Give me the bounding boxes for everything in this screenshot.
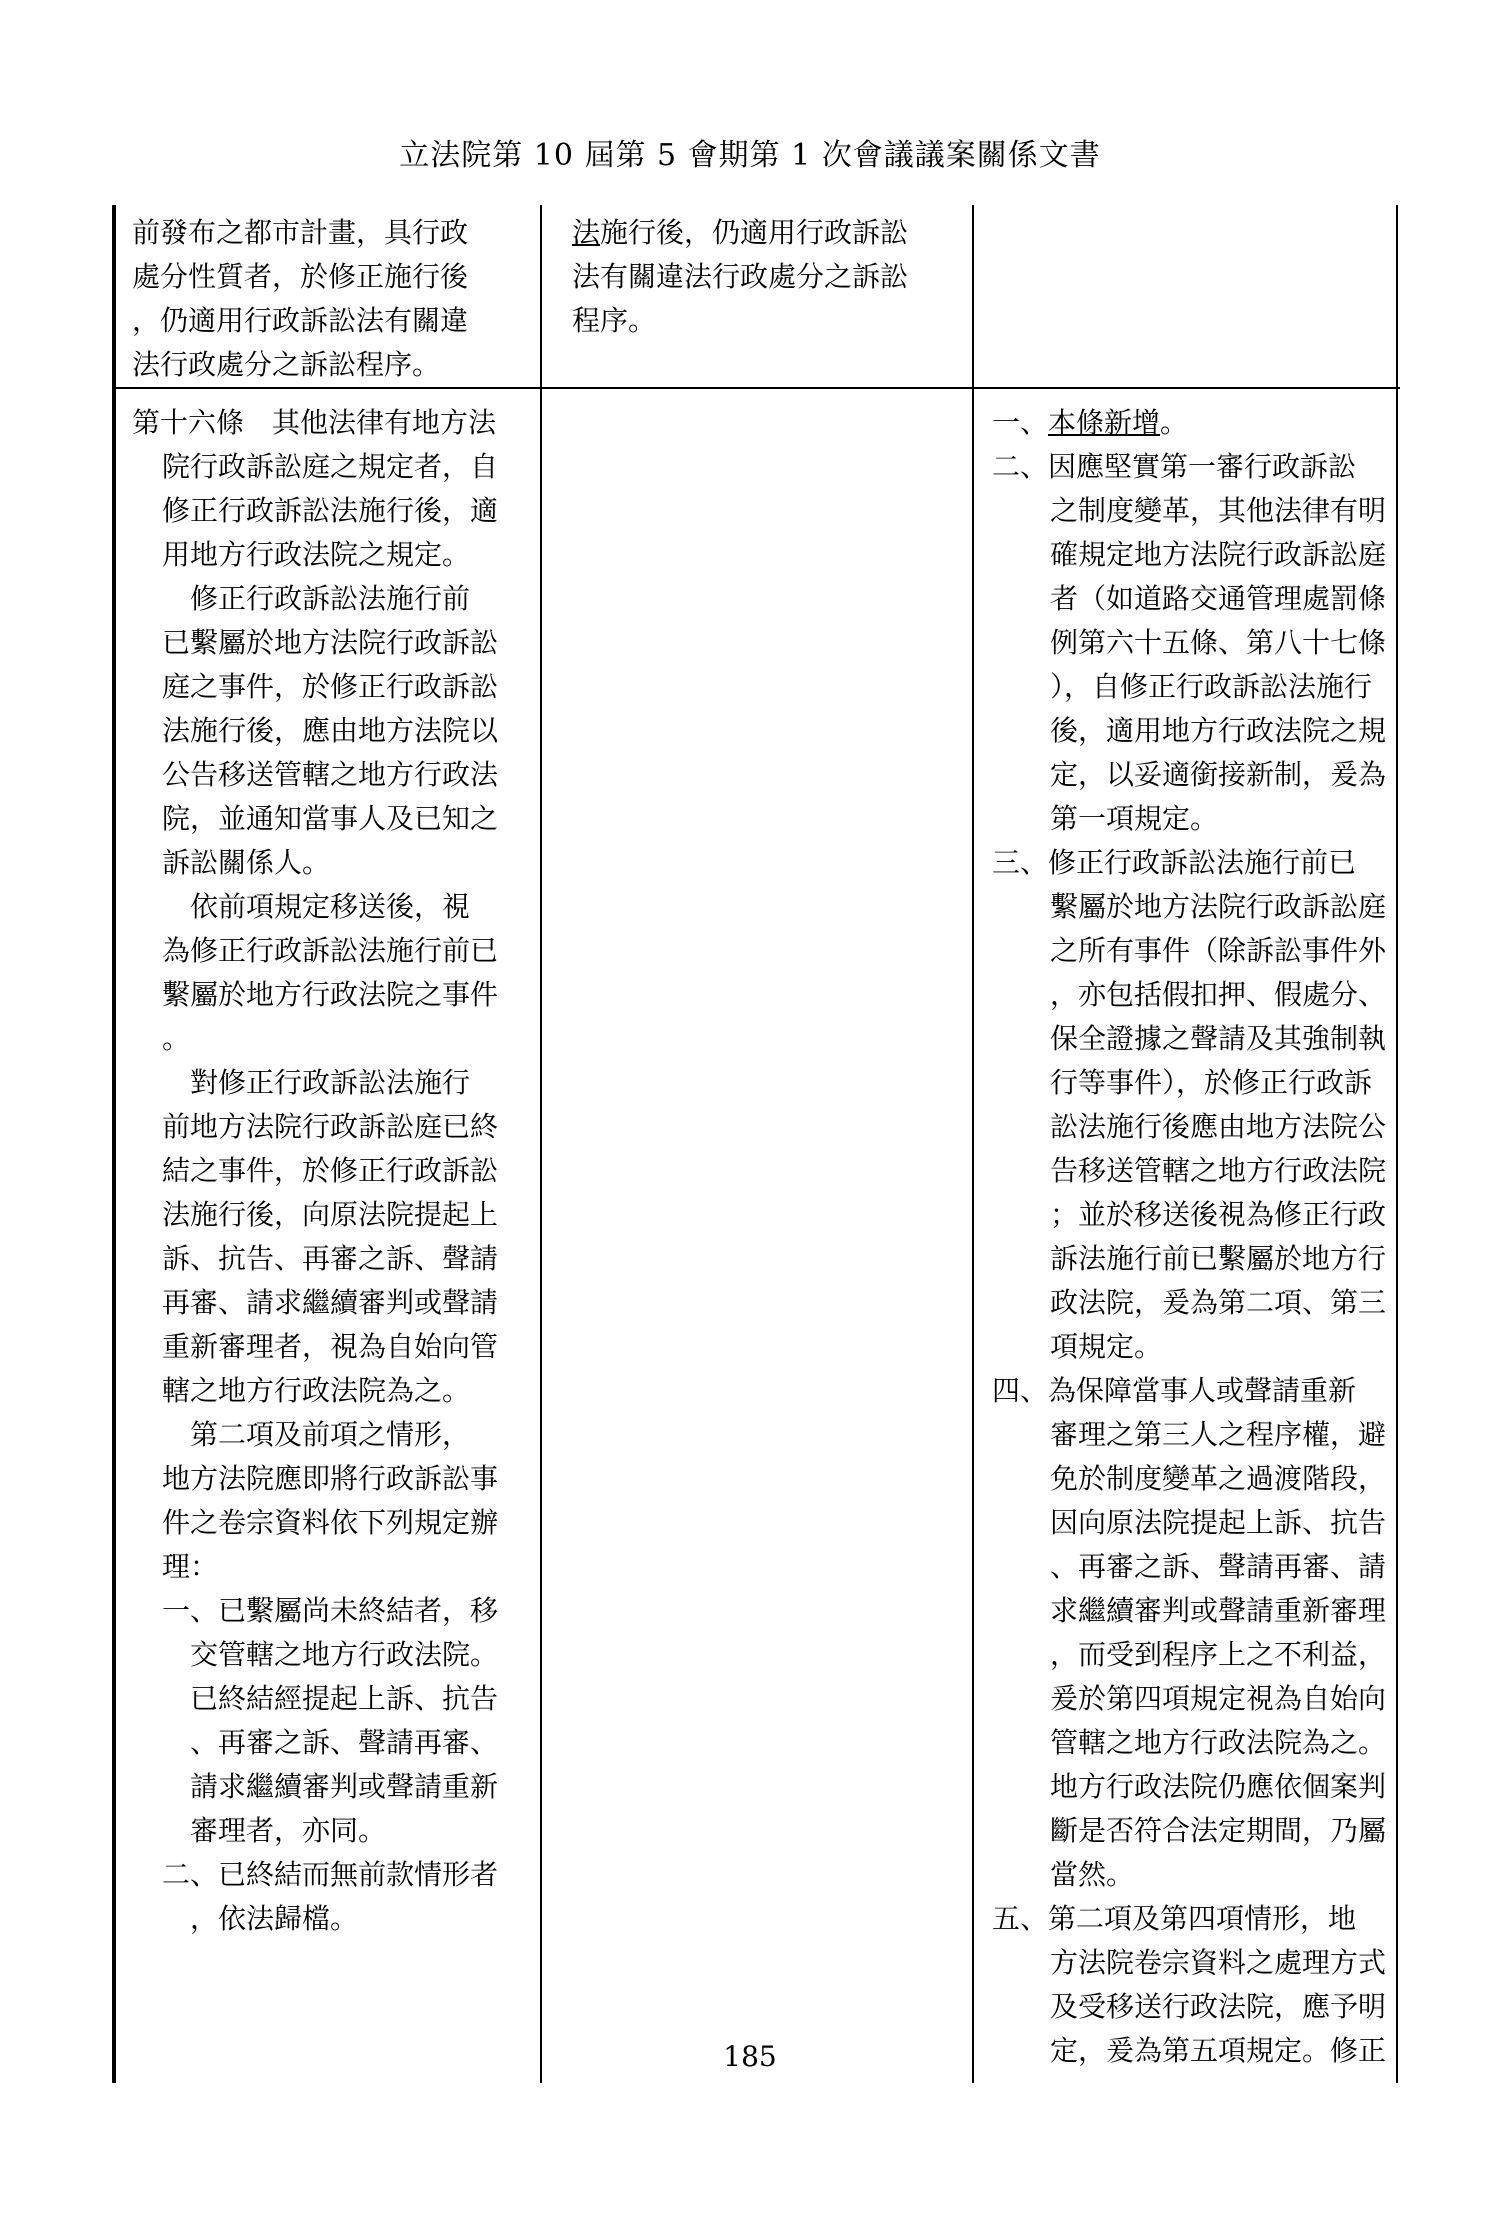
text-line: 審理者，亦同。 <box>190 1814 387 1847</box>
text-line: 修正行政訴訟法施行前 <box>190 582 471 615</box>
text-line: 已終結經提起上訴、抗告 <box>190 1682 499 1715</box>
text-line: 院，並通知當事人及已知之 <box>162 802 499 835</box>
left-border <box>112 205 116 2083</box>
text-line: 斷是否符合法定期間，乃屬 <box>1050 1814 1387 1847</box>
article-title-line: 第十六條 其他法律有地方法 <box>132 406 497 439</box>
text-line: 求繼續審判或聲請重新審理 <box>1050 1594 1387 1627</box>
text-line: 地方法院應即將行政訴訟事 <box>162 1462 499 1495</box>
top-row-current-text <box>572 211 972 343</box>
text-line: 後，適用地方行政法院之規 <box>1050 714 1387 747</box>
text-line: 爰於第四項規定視為自始向 <box>1050 1682 1387 1715</box>
text-line: 告移送管轄之地方行政法院 <box>1050 1154 1387 1187</box>
text-line: 程序。 <box>572 304 657 337</box>
text-line: 轄之地方行政法院為之。 <box>162 1374 471 1407</box>
text-line: 四、為保障當事人或聲請重新 <box>992 1374 1357 1407</box>
text-fragment: 一、 <box>992 406 1049 439</box>
text-line: 三、修正行政訴訟法施行前已 <box>992 846 1357 879</box>
text-line: 保全證據之聲請及其強制執 <box>1050 1022 1387 1055</box>
text-line: 二、因應堅實第一審行政訴訟 <box>992 450 1357 483</box>
text-line: ；並於移送後視為修正行政 <box>1050 1198 1387 1231</box>
text-line: 第二項及前項之情形， <box>190 1418 471 1451</box>
text-line: 政法院，爰為第二項、第三 <box>1050 1286 1387 1319</box>
text-line: 件之卷宗資料依下列規定辦 <box>162 1506 499 1539</box>
text-line <box>992 401 1392 445</box>
text-fragment: 施行後，仍適用行政訴訟 <box>600 216 909 249</box>
text-fragment: 。 <box>1160 406 1189 439</box>
text-line: 當然。 <box>1050 1858 1135 1891</box>
text-line: 用地方行政法院之規定。 <box>162 538 471 571</box>
text-line: 法行政處分之訴訟程序。 <box>132 348 441 381</box>
text-line: 法施行後，向原法院提起上 <box>162 1198 499 1231</box>
text-line: 前地方法院行政訴訟庭已終 <box>162 1110 499 1143</box>
text-line: 、再審之訴、聲請再審、 <box>190 1726 499 1759</box>
text-line: 及受移送行政法院，應予明 <box>1050 1990 1387 2023</box>
text-line: 修正行政訴訟法施行後，適 <box>162 494 499 527</box>
text-line: 管轄之地方行政法院為之。 <box>1050 1726 1387 1759</box>
text-line: 繫屬於地方行政法院之事件 <box>162 978 499 1011</box>
text-line: 前發布之都市計畫，具行政 <box>132 216 469 249</box>
text-line: 免於制度變革之過渡階段， <box>1050 1462 1387 1495</box>
text-line: 法有關違法行政處分之訴訟 <box>572 260 909 293</box>
text-line: 訴訟關係人。 <box>162 846 331 879</box>
text-line: 一、已繫屬尚未終結者，移 <box>162 1594 499 1627</box>
text-line: 地方行政法院仍應依個案判 <box>1050 1770 1387 1803</box>
comparison-table <box>112 205 1400 2083</box>
text-line: 方法院卷宗資料之處理方式 <box>1050 1946 1387 1979</box>
text-line: 五、第二項及第四項情形，地 <box>992 1902 1357 1935</box>
text-line: 依前項規定移送後，視 <box>190 890 471 923</box>
text-line: 訴、抗告、再審之訴、聲請 <box>162 1242 499 1275</box>
row-divider <box>112 387 1400 389</box>
text-line: 。 <box>162 1022 191 1055</box>
text-line: 審理之第三人之程序權，避 <box>1050 1418 1387 1451</box>
text-line: 項規定。 <box>1050 1330 1163 1363</box>
text-line: 對修正行政訴訟法施行 <box>190 1066 471 1099</box>
text-line: 之制度變革，其他法律有明 <box>1050 494 1387 527</box>
text-line: 院行政訴訟庭之規定者，自 <box>162 450 499 483</box>
text-line: 者（如道路交通管理處罰條 <box>1050 582 1387 615</box>
text-line: ，亦包括假扣押、假處分、 <box>1050 978 1387 1011</box>
document-header: 立法院第 10 屆第 5 會期第 1 次會議議案關係文書 <box>399 138 1101 173</box>
explanation-text <box>992 401 1392 2073</box>
text-line: 繫屬於地方法院行政訴訟庭 <box>1050 890 1387 923</box>
text-line: 庭之事件，於修正行政訴訟 <box>162 670 499 703</box>
text-line: 交管轄之地方行政法院。 <box>190 1638 499 1671</box>
text-line: 行等事件），於修正行政訴 <box>1050 1066 1373 1099</box>
text-line: 訟法施行後應由地方法院公 <box>1050 1110 1387 1143</box>
text-line: 請求繼續審判或聲請重新 <box>190 1770 499 1803</box>
text-line: ），自修正行政訴訟法施行 <box>1050 670 1373 703</box>
text-line: 之所有事件（除訴訟事件外 <box>1050 934 1387 967</box>
text-line: 例第六十五條、第八十七條 <box>1050 626 1387 659</box>
column-divider-1 <box>540 205 542 2083</box>
right-border <box>1396 205 1398 2083</box>
text-line: 理： <box>162 1550 219 1583</box>
page-number: 185 <box>723 2040 777 2073</box>
text-line: 訴法施行前已繫屬於地方行 <box>1050 1242 1387 1275</box>
text-line: ，而受到程序上之不利益， <box>1050 1638 1387 1671</box>
underlined-text: 本條新增 <box>1048 406 1161 439</box>
text-line: 再審、請求繼續審判或聲請 <box>162 1286 499 1319</box>
text-line: ，仍適用行政訴訟法有關違 <box>132 304 469 337</box>
text-line: 定，以妥適銜接新制，爰為 <box>1050 758 1387 791</box>
text-line: 重新審理者，視為自始向管 <box>162 1330 499 1363</box>
text-line: 為修正行政訴訟法施行前已 <box>162 934 499 967</box>
top-row-amended-text <box>132 211 532 387</box>
text-line: 第一項規定。 <box>1050 802 1219 835</box>
text-line <box>572 211 972 255</box>
text-line: 二、已終結而無前款情形者 <box>162 1858 499 1891</box>
text-line: 確規定地方法院行政訴訟庭 <box>1050 538 1387 571</box>
text-line: 定，爰為第五項規定。修正 <box>1050 2034 1387 2067</box>
text-line: 因向原法院提起上訴、抗告 <box>1050 1506 1387 1539</box>
text-line: 法施行後，應由地方法院以 <box>162 714 499 747</box>
article-16-text <box>132 401 532 1941</box>
text-line: ，依法歸檔。 <box>190 1902 359 1935</box>
column-divider-2 <box>972 205 974 2083</box>
text-line: 已繫屬於地方法院行政訴訟 <box>162 626 499 659</box>
text-line: 公告移送管轄之地方行政法 <box>162 758 499 791</box>
text-line: 、再審之訴、聲請再審、請 <box>1050 1550 1387 1583</box>
underlined-text: 法 <box>572 216 601 249</box>
text-line: 處分性質者，於修正施行後 <box>132 260 469 293</box>
text-line: 結之事件，於修正行政訴訟 <box>162 1154 499 1187</box>
